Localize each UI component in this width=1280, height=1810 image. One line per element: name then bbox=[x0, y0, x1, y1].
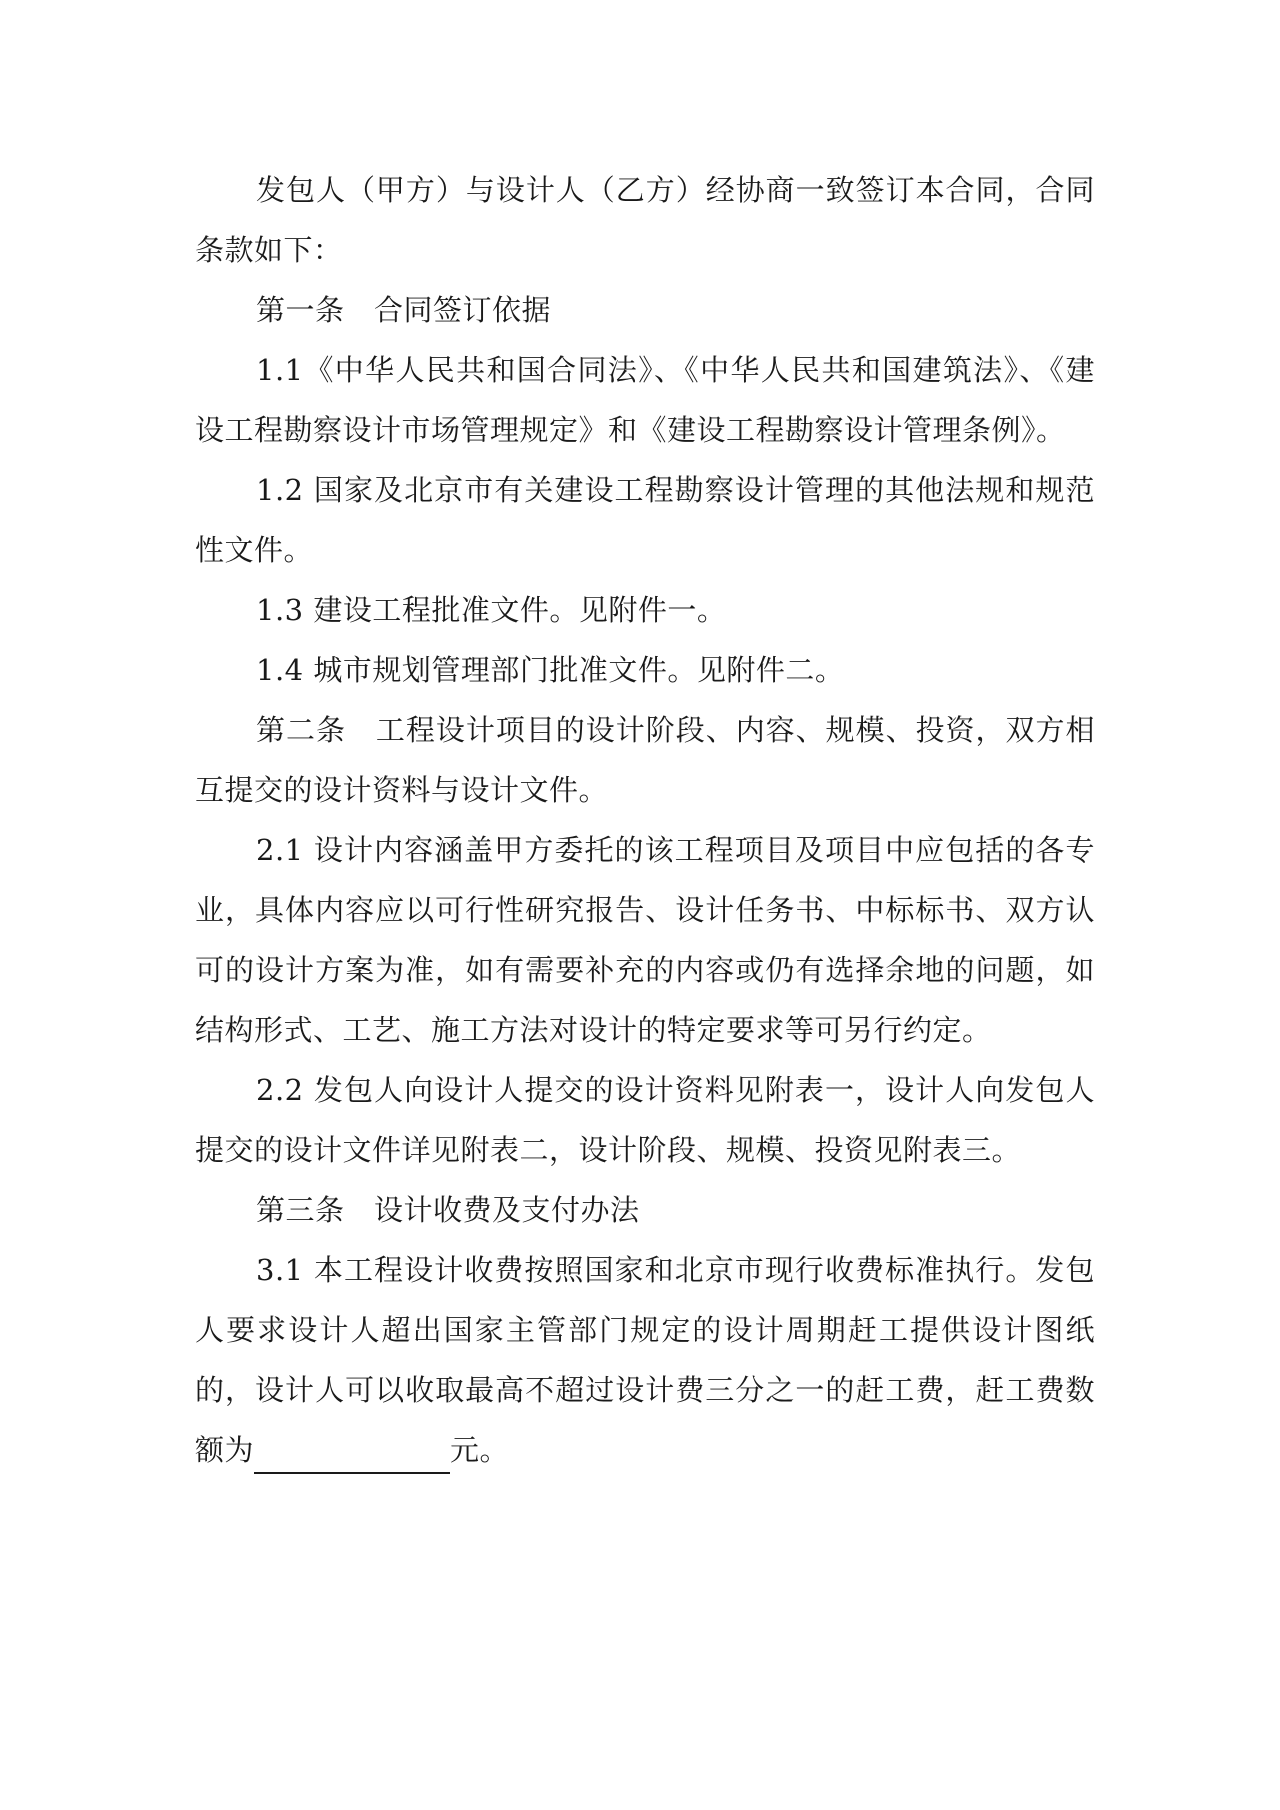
clause-1-4: 1.4 城市规划管理部门批准文件。见附件二。 bbox=[256, 653, 845, 687]
amount-blank-line bbox=[254, 1432, 450, 1474]
clause-3-1 bbox=[195, 1240, 1095, 1480]
article-3-heading: 第三条 设计收费及支付办法 bbox=[256, 1193, 640, 1227]
contract-body bbox=[195, 160, 1095, 1480]
clause-2-2: 2.2 发包人向设计人提交的设计资料见附表一，设计人向发包人提交的设计文件详见附表二，设计阶段、规模、投资见附表三。 bbox=[195, 1073, 1095, 1167]
clause-1-1: 1.1《中华人民共和国合同法》、《中华人民共和国建筑法》、《建设工程勘察设计市场管理规定》和《建设工程勘察设计管理条例》。 bbox=[195, 353, 1095, 447]
clause-3-1-suffix: 元。 bbox=[450, 1433, 510, 1467]
clause-2-1: 2.1 设计内容涵盖甲方委托的该工程项目及项目中应包括的各专业，具体内容应以可行性研究报告、设计任务书、中标标书、双方认可的设计方案为准，如有需要补充的内容或仍有选择余地的问题，如结构形式、工艺、施工方法对设计的特定要求等可另行约定。 bbox=[195, 833, 1095, 1047]
intro-paragraph: 发包人（甲方）与设计人（乙方）经协商一致签订本合同，合同条款如下： bbox=[195, 173, 1095, 267]
article-1-heading: 第一条 合同签订依据 bbox=[256, 293, 552, 327]
article-2-heading: 第二条 工程设计项目的设计阶段、内容、规模、投资，双方相互提交的设计资料与设计文件。 bbox=[195, 713, 1095, 807]
clause-3-1-text: 3.1 本工程设计收费按照国家和北京市现行收费标准执行。发包人要求设计人超出国家主管部门规定的设计周期赶工提供设计图纸的，设计人可以收取最高不超过设计费三分之一的赶工费，赶工费数额为 bbox=[195, 1253, 1095, 1467]
clause-1-3: 1.3 建设工程批准文件。见附件一。 bbox=[256, 593, 727, 627]
clause-1-2: 1.2 国家及北京市有关建设工程勘察设计管理的其他法规和规范性文件。 bbox=[195, 473, 1095, 567]
